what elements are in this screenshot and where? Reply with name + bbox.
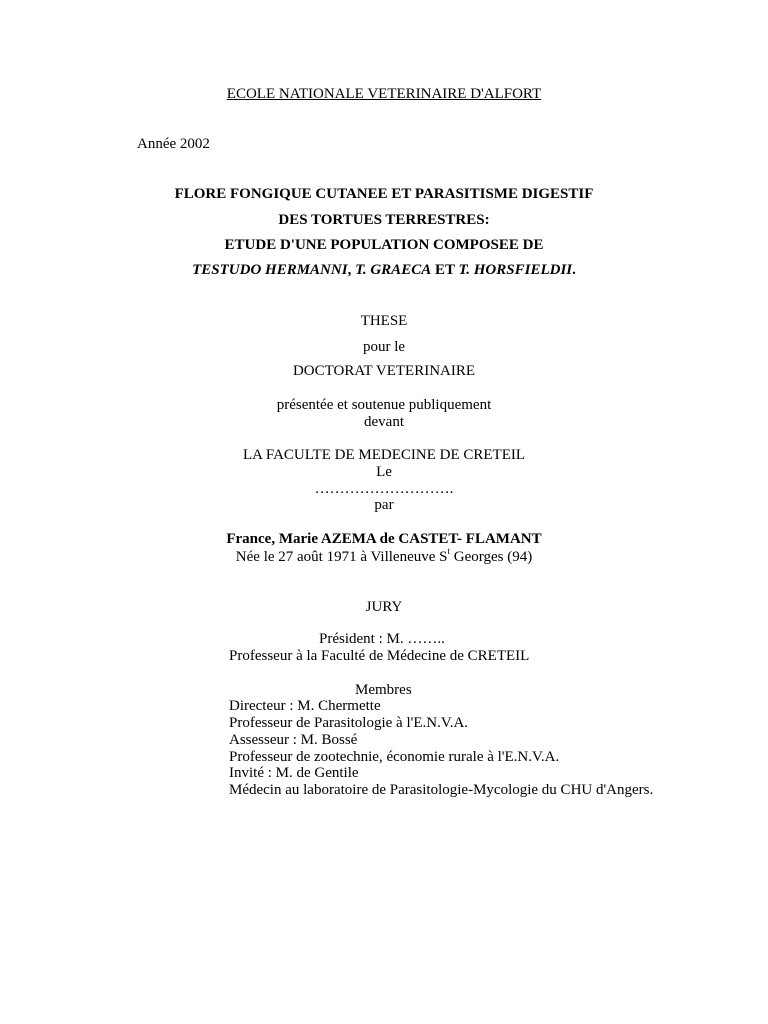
- member-line: Assesseur : M. Bossé: [229, 732, 358, 748]
- species-horsfieldii: T. HORSFIELDII: [458, 262, 573, 278]
- title-separator-1: ,: [347, 262, 356, 278]
- jury-president: Président : M. ……..: [319, 631, 445, 647]
- members-heading: Membres: [355, 682, 412, 698]
- faculty-name: LA FACULTE DE MEDECINE DE CRETEIL: [242, 447, 526, 463]
- title-line-1: FLORE FONGIQUE CUTANEE ET PARASITISME DIGESTIF: [174, 186, 594, 202]
- member-line: Invité : M. de Gentile: [229, 765, 359, 781]
- title-separator-2: ET: [431, 262, 459, 278]
- date-blank: ……………………….: [314, 481, 454, 497]
- author-name: France, Marie AZEMA de CASTET- FLAMANT: [226, 531, 542, 547]
- devant-line: devant: [364, 414, 404, 430]
- title-line-4: [0, 261, 768, 279]
- birth-text-end: Georges (94): [450, 549, 533, 565]
- presented-line: présentée et soutenue publiquement: [276, 397, 492, 413]
- author-birth: [0, 548, 768, 566]
- member-line: Professeur de Parasitologie à l'E.N.V.A.: [229, 715, 469, 731]
- jury-president-role: Professeur à la Faculté de Médecine de CRETEIL: [229, 648, 530, 664]
- title-line-2: DES TORTUES TERRESTRES:: [278, 212, 490, 228]
- school-name: ECOLE NATIONALE VETERINAIRE D'ALFORT: [226, 86, 542, 102]
- le-line: Le: [376, 464, 392, 480]
- year: Année 2002: [137, 136, 210, 152]
- jury-heading: JURY: [365, 599, 403, 615]
- these-heading: THESE: [360, 313, 408, 329]
- pour-le: pour le: [362, 339, 406, 355]
- member-line: Professeur de zootechnie, économie rurale à l'E.N.V.A.: [229, 749, 560, 765]
- title-end: .: [572, 262, 576, 278]
- species-hermanni: TESTUDO HERMANNI: [192, 262, 348, 278]
- birth-superscript: t: [447, 546, 450, 556]
- par-line: par: [374, 497, 394, 513]
- member-line: Directeur : M. Chermette: [229, 698, 381, 714]
- member-line: Médecin au laboratoire de Parasitologie-Mycologie du CHU d'Angers.: [229, 782, 654, 798]
- birth-text: Née le 27 août 1971 à Villeneuve S: [235, 549, 448, 565]
- degree: DOCTORAT VETERINAIRE: [292, 363, 476, 379]
- species-graeca: T. GRAECA: [355, 262, 432, 278]
- title-line-3: ETUDE D'UNE POPULATION COMPOSEE DE: [224, 237, 544, 253]
